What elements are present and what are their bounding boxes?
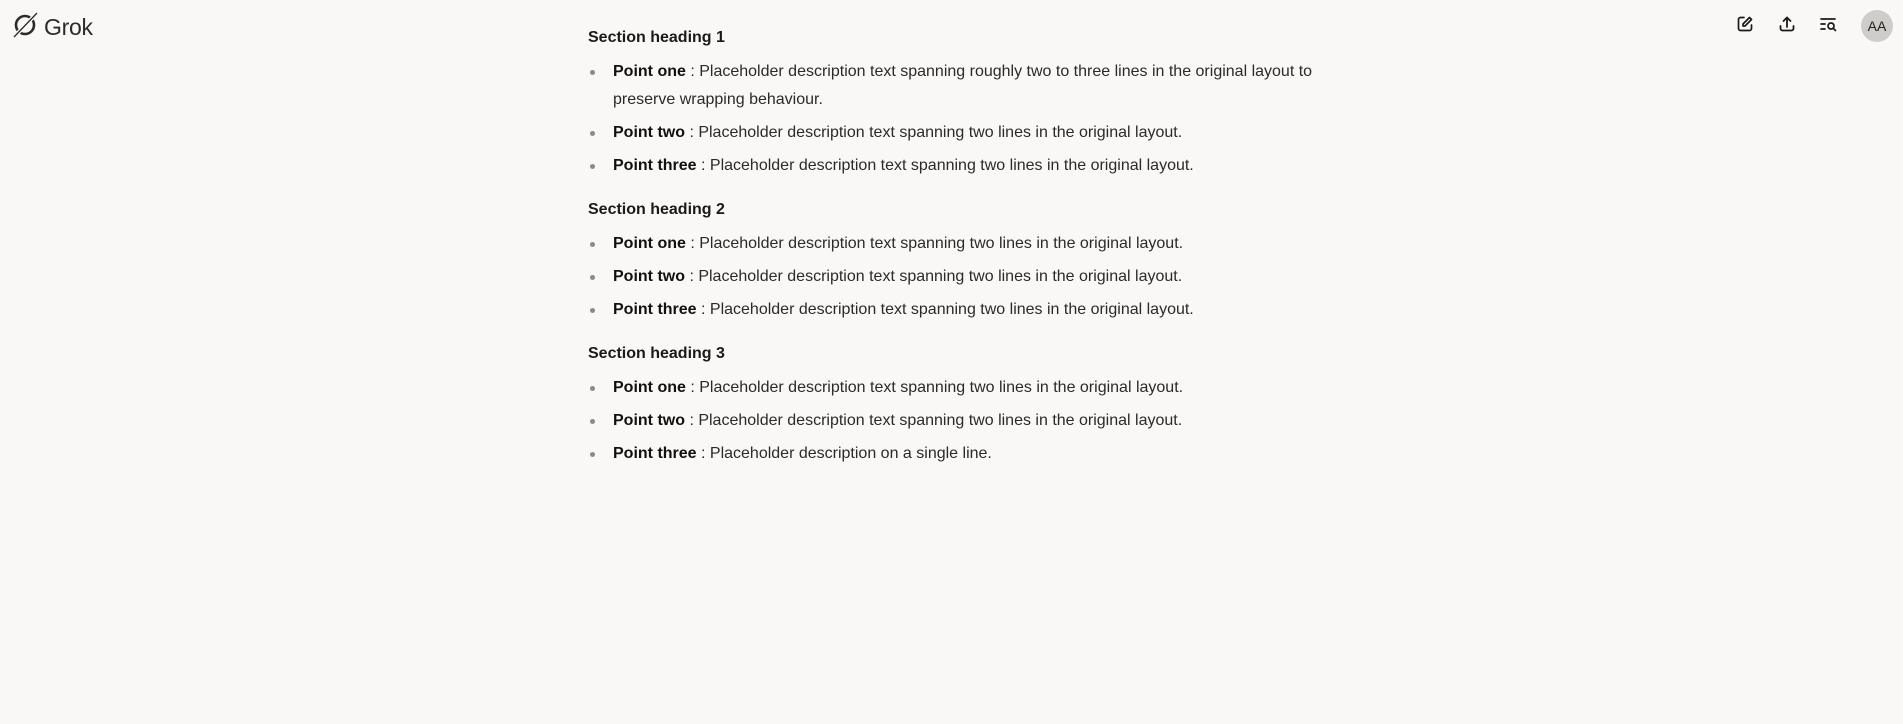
item-desc: : Placeholder description text spanning two lines in the original layout. — [689, 412, 1183, 429]
item-desc: : Placeholder description text spanning two lines in the original layout. — [701, 301, 1194, 318]
item-desc: : Placeholder description text spanning two lines in the original layout. — [690, 379, 1184, 396]
item-term: Point one — [613, 379, 686, 396]
item-desc: : Placeholder description text spanning two lines in the original layout. — [689, 268, 1183, 285]
item-term: Point two — [613, 124, 685, 141]
item-term: Point three — [613, 157, 697, 174]
list-item — [588, 440, 1328, 468]
response-section — [588, 24, 1328, 180]
logo-text: Grok — [44, 14, 93, 40]
list-search-icon — [1819, 15, 1839, 38]
upload-icon — [1778, 15, 1796, 38]
new-chat-button[interactable] — [1733, 14, 1757, 38]
list-item — [588, 296, 1328, 324]
item-term: Point two — [613, 268, 685, 285]
section-title: Section heading 2 — [588, 201, 725, 218]
header-actions — [1733, 10, 1893, 42]
list-item — [588, 263, 1328, 291]
grok-logo-icon — [10, 10, 40, 45]
list-item — [588, 230, 1328, 258]
bullet-list — [588, 58, 1328, 180]
item-desc: : Placeholder description text spanning two lines in the original layout. — [701, 157, 1194, 174]
item-term: Point one — [613, 235, 686, 252]
list-item — [588, 374, 1328, 402]
list-item — [588, 152, 1328, 180]
response-section — [588, 196, 1328, 324]
item-desc: : Placeholder description text spanning roughly two to three lines in the original layout to preserve wrapping behaviour. — [613, 63, 1313, 108]
item-desc: : Placeholder description text spanning two lines in the original layout. — [690, 235, 1184, 252]
edit-icon — [1736, 15, 1754, 38]
response-content — [588, 24, 1328, 473]
item-term: Point three — [613, 301, 697, 318]
list-item — [588, 119, 1328, 147]
grok-logo[interactable] — [10, 10, 93, 45]
item-term: Point two — [613, 412, 685, 429]
response-section — [588, 340, 1328, 468]
share-button[interactable] — [1775, 14, 1799, 38]
list-item — [588, 58, 1328, 114]
item-desc: : Placeholder description text spanning two lines in the original layout. — [689, 124, 1183, 141]
bullet-list — [588, 230, 1328, 324]
bullet-list — [588, 374, 1328, 468]
section-title: Section heading 3 — [588, 345, 725, 362]
item-term: Point three — [613, 445, 697, 462]
item-term: Point one — [613, 63, 686, 80]
list-item — [588, 407, 1328, 435]
item-desc: : Placeholder description on a single line. — [701, 445, 992, 462]
section-title: Section heading 1 — [588, 29, 725, 46]
user-avatar[interactable]: AA — [1861, 10, 1893, 42]
history-search-button[interactable] — [1817, 14, 1841, 38]
